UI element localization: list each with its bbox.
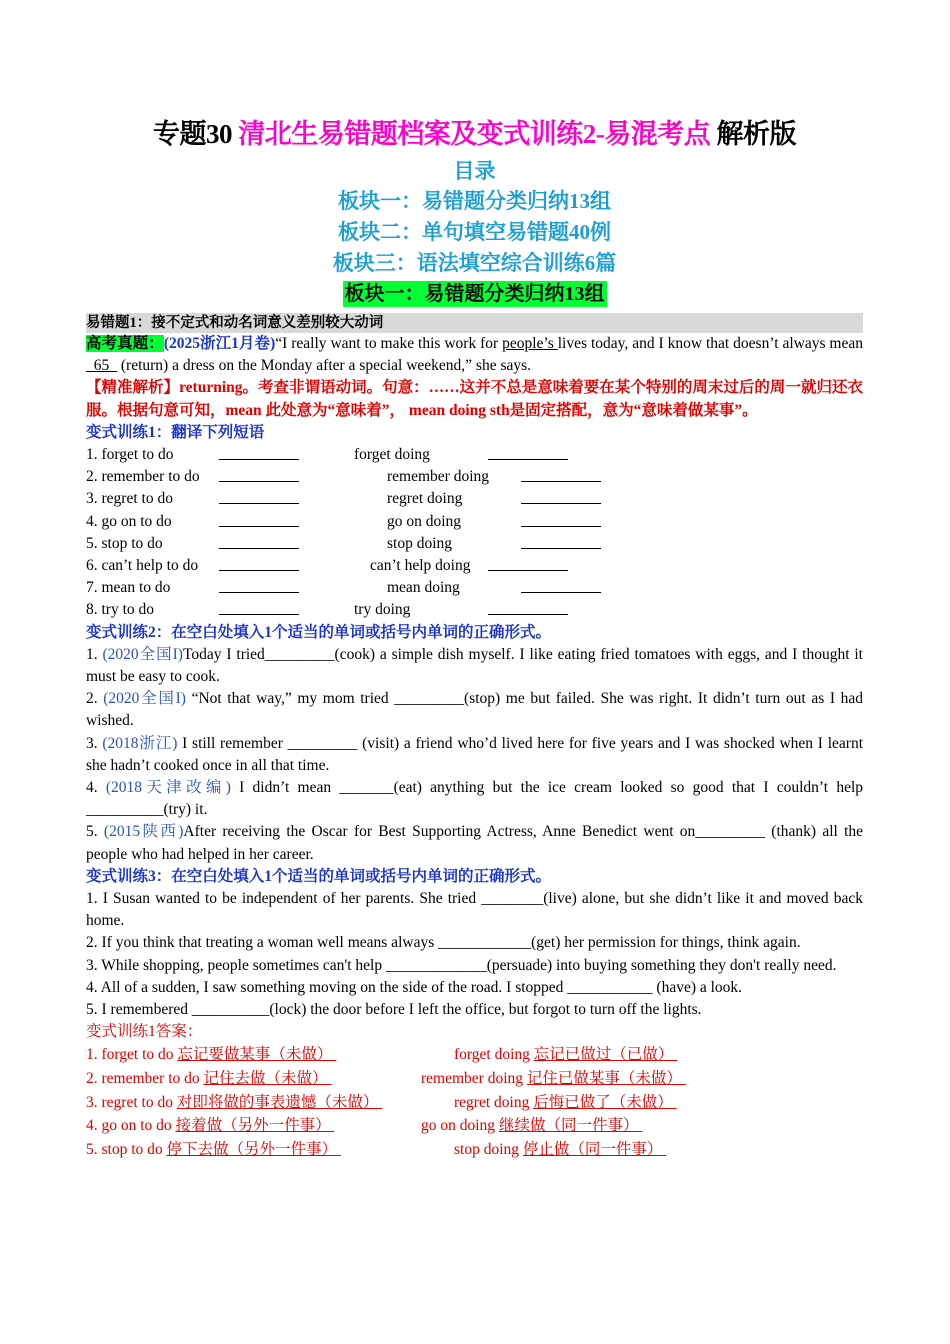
- answer-phrase: remember doing: [421, 1069, 527, 1087]
- gaokao-text-a: “I really want to make this work for: [275, 335, 503, 352]
- section-heading-wrap: [86, 281, 863, 311]
- drill3-item: 5. I remembered __________(lock) the door before I left the office, but forgot to turn off the lights.: [86, 1000, 702, 1018]
- drill1-heading: 变式训练1：翻译下列短语: [86, 423, 265, 441]
- answer-phrase: 3. regret to do: [86, 1093, 177, 1111]
- phrase-right: try doing: [354, 601, 411, 619]
- answers-list: [86, 1043, 863, 1161]
- answer-phrase: regret doing: [454, 1093, 534, 1111]
- answer-row: [86, 1138, 863, 1162]
- item-source: (2015陕西): [103, 823, 184, 841]
- answer-phrase: 4. go on to do: [86, 1117, 176, 1135]
- answer-blank[interactable]: [521, 577, 601, 593]
- gaokao-text-b: lives today, and I know that doesn’t always mean: [557, 335, 863, 352]
- item-source: (2018天津改编): [105, 778, 231, 796]
- answer-row: [86, 1067, 863, 1091]
- answer-blank[interactable]: [488, 444, 568, 460]
- error-item-heading: 易错题1：接不定式和动名词意义差别较大动词: [86, 313, 863, 333]
- gaokao-blank: 65: [86, 357, 117, 375]
- answer-meaning: 停止做（同一件事）: [522, 1140, 663, 1158]
- list-item: [86, 577, 863, 599]
- item-source: (2018浙江): [102, 734, 178, 752]
- answer-row: [86, 1091, 863, 1115]
- answer-blank[interactable]: [521, 466, 601, 482]
- answer-row: [86, 1043, 863, 1067]
- drill2-item: [86, 688, 863, 732]
- drill2-item: [86, 821, 863, 865]
- item-number: 2.: [86, 690, 104, 708]
- gaokao-source: (2025浙江1月卷): [163, 335, 276, 352]
- answer-meaning: 忘记要做某事（未做）: [177, 1046, 333, 1064]
- phrase-left: 7. mean to do: [86, 579, 171, 597]
- list-item: [86, 466, 863, 488]
- drill2-item: [86, 733, 863, 777]
- answer-meaning: 停下去做（另外一件事）: [166, 1140, 338, 1158]
- phrase-left: 2. remember to do: [86, 468, 200, 486]
- item-number: 3.: [86, 734, 103, 752]
- answer-blank[interactable]: [219, 488, 299, 504]
- answer-phrase: stop doing: [454, 1140, 523, 1158]
- answer-phrase: go on doing: [421, 1117, 499, 1135]
- list-item: [86, 511, 863, 533]
- toc-heading: 目录: [453, 159, 496, 183]
- answer-blank[interactable]: [219, 577, 299, 593]
- item-number: 4.: [86, 778, 106, 796]
- answer-blank[interactable]: [488, 555, 568, 571]
- phrase-right: can’t help doing: [370, 556, 471, 574]
- answer-blank[interactable]: [488, 599, 568, 615]
- phrase-left: 5. stop to do: [86, 534, 163, 552]
- answer-blank[interactable]: [219, 555, 299, 571]
- toc-item-3[interactable]: 板块三：语法填空综合训练6篇: [332, 251, 617, 275]
- item-text: “Not that way,” my mom tried _________(stop) me but failed. She was right. It didn’t turn out as I had wished.: [86, 690, 863, 730]
- gaokao-text-c: (return) a dress on the Monday after a special weekend,” she says.: [117, 357, 532, 375]
- list-item: [86, 533, 863, 555]
- item-text: Today I tried_________(cook) a simple dish myself. I like eating fried tomatoes with eggs, and I thought it must be easy to cook.: [86, 645, 863, 685]
- title-main: 清北生易错题档案及变式训练2-易混考点: [238, 119, 711, 149]
- drill2-item: [86, 644, 863, 688]
- answer-blank[interactable]: [521, 533, 601, 549]
- analysis-paragraph: 【精准解析】returning。考查非谓语动词。句意：……这并不总是意味着要在某个特别的周末过后的周一就归还衣服。根据句意可知，mean 此处意为“意味着”， mean doing sth是固定搭配，意为“意味着做某事”。: [86, 379, 863, 419]
- item-number: 5.: [86, 823, 104, 841]
- answer-meaning: 后悔已做了（未做）: [533, 1093, 673, 1111]
- item-text: After receiving the Oscar for Best Supporting Actress, Anne Benedict went on_________ (thank) all the people who had helped in her career.: [86, 823, 864, 863]
- document-title: [86, 112, 863, 156]
- gaokao-question: [86, 333, 863, 377]
- phrase-left: 8. try to do: [86, 601, 155, 619]
- phrase-left: 1. forget to do: [86, 446, 174, 464]
- answer-meaning: 继续做（同一件事）: [498, 1117, 639, 1135]
- item-number: 1.: [86, 645, 103, 663]
- answer-phrase: 5. stop to do: [86, 1140, 167, 1158]
- item-text: I still remember _________ (visit) a friend who’d lived here for five years and I was shocked when I learnt she hadn’t cooked once in all that time.: [86, 734, 863, 774]
- phrase-right: mean doing: [387, 579, 460, 597]
- answer-blank[interactable]: [521, 511, 601, 527]
- item-source: (2020全国I): [102, 645, 183, 663]
- answer-phrase: 1. forget to do: [86, 1046, 178, 1064]
- answer-meaning: 忘记已做过（已做）: [533, 1046, 674, 1064]
- drill3-item: 1. I Susan wanted to be independent of her parents. She tried ________(live) alone, but she didn’t like it and moved back home.: [86, 889, 863, 930]
- drill3-item: 2. If you think that treating a woman well means always ____________(get) her permission for things, think again.: [86, 934, 801, 952]
- drill2-item: [86, 777, 863, 821]
- answer-meaning: 记住去做（未做）: [203, 1069, 328, 1087]
- answer-blank[interactable]: [219, 444, 299, 460]
- phrase-right: regret doing: [387, 490, 463, 508]
- answer-blank[interactable]: [219, 511, 299, 527]
- answer-meaning: 对即将做的事表遗憾（未做）: [176, 1093, 379, 1111]
- answer-row: [86, 1114, 863, 1138]
- toc-item-2[interactable]: 板块二：单句填空易错题40例: [338, 220, 611, 244]
- list-item: [86, 599, 863, 621]
- gaokao-label: 高考真题：: [86, 335, 164, 352]
- phrase-right: remember doing: [387, 468, 490, 486]
- phrase-left: 3. regret to do: [86, 490, 173, 508]
- phrase-right: stop doing: [387, 534, 453, 552]
- title-suffix: 解析版: [710, 119, 796, 149]
- section-heading: 板块一：易错题分类归纳13组: [344, 283, 605, 305]
- answer-phrase: 2. remember to do: [86, 1069, 204, 1087]
- list-item: [86, 444, 863, 466]
- phrase-left: 6. can’t help to do: [86, 556, 199, 574]
- drill2-heading: 变式训练2：在空白处填入1个适当的单词或括号内单词的正确形式。: [86, 623, 552, 641]
- answer-blank[interactable]: [521, 488, 601, 504]
- answer-meaning: 接着做（另外一件事）: [175, 1117, 331, 1135]
- drill1-list: [86, 444, 863, 622]
- answer-blank[interactable]: [219, 533, 299, 549]
- list-item: [86, 488, 863, 510]
- toc-item-1[interactable]: 板块一：易错题分类归纳13组: [338, 189, 611, 213]
- answer-blank[interactable]: [219, 466, 299, 482]
- item-source: (2020全国I): [103, 690, 186, 708]
- answers-heading: 变式训练1答案：: [86, 1023, 203, 1041]
- answer-blank[interactable]: [219, 599, 299, 615]
- gaokao-underlined-text: people’s: [502, 335, 558, 352]
- drill3-heading: 变式训练3：在空白处填入1个适当的单词或括号内单词的正确形式。: [86, 867, 552, 885]
- phrase-right: forget doing: [354, 446, 430, 464]
- title-prefix: 专题30: [153, 119, 239, 149]
- phrase-left: 4. go on to do: [86, 512, 172, 530]
- answer-meaning: 记住已做某事（未做）: [526, 1069, 682, 1087]
- drill3-item: 4. All of a sudden, I saw something moving on the side of the road. I stopped ___________ (have) a look.: [86, 978, 743, 996]
- list-item: [86, 555, 863, 577]
- phrase-right: go on doing: [387, 512, 462, 530]
- drill3-item: 3. While shopping, people sometimes can't help _____________(persuade) into buying something they don't really need.: [86, 956, 837, 974]
- answer-phrase: forget doing: [454, 1046, 534, 1064]
- document-page: [86, 112, 863, 1161]
- item-text: I didn’t mean _______(eat) anything but the ice cream looked so good that I couldn’t help __________(try) it.: [86, 778, 864, 819]
